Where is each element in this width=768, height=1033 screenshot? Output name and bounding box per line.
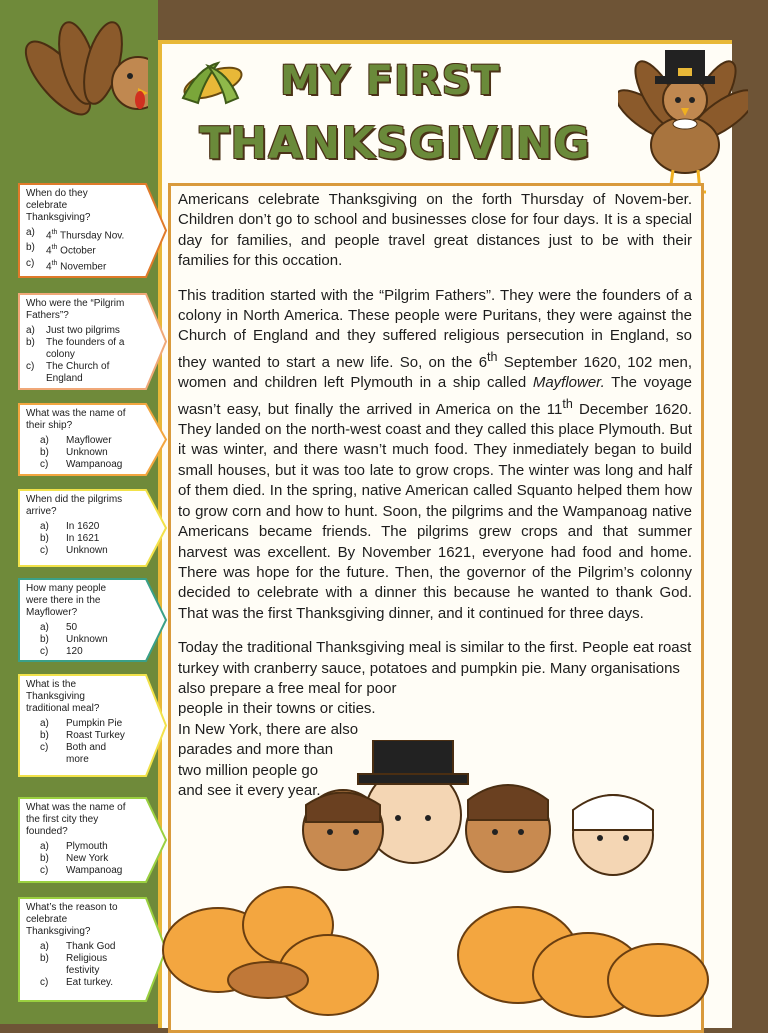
quiz-option-text: Wampanoag bbox=[66, 865, 123, 876]
quiz-option bbox=[26, 435, 126, 447]
quiz-question-box bbox=[18, 674, 150, 777]
quiz-option-key: b) bbox=[40, 853, 49, 864]
quiz-option-key: c) bbox=[26, 257, 35, 269]
quiz-question-box bbox=[18, 578, 150, 662]
quiz-option bbox=[26, 227, 126, 242]
quiz-question: How many people were there in the Mayflower? bbox=[26, 583, 107, 618]
quiz-option bbox=[26, 337, 126, 361]
quiz-option bbox=[26, 953, 126, 977]
quiz-option-text: Pumpkin Pie bbox=[66, 718, 123, 729]
quiz-question-box bbox=[18, 293, 150, 390]
quiz-question-box bbox=[18, 897, 150, 1002]
quiz-option bbox=[26, 730, 126, 742]
passage-paragraph-1 bbox=[178, 190, 692, 272]
quiz-option-key: b) bbox=[40, 447, 49, 458]
quiz-option-text: Both and more bbox=[66, 742, 107, 765]
quiz-option bbox=[26, 853, 126, 865]
ship-name: Mayflower. bbox=[532, 374, 605, 392]
passage-paragraph-3-line: two million people go bbox=[178, 761, 319, 779]
passage-paragraph-3-line: In New York, there are also bbox=[178, 720, 359, 738]
quiz-option bbox=[26, 646, 126, 658]
quiz-option-key: c) bbox=[40, 459, 49, 470]
quiz-options bbox=[26, 325, 126, 385]
quiz-option-key: a) bbox=[26, 325, 35, 336]
quiz-options bbox=[26, 622, 126, 658]
quiz-options bbox=[26, 521, 126, 557]
passage-paragraph-2-part-c: The voyage wasn’t easy, but finally the arrived in America on the 11 bbox=[178, 374, 692, 418]
quiz-option bbox=[26, 865, 126, 877]
quiz-option-text: 50 bbox=[66, 622, 78, 633]
turkey-left-illustration bbox=[18, 18, 148, 138]
passage-paragraph-2-part-d: December 1620. They landed on the north-west coast and they called this place Plymouth. But it was winter, and there wasn’t much food. They inmediately began to build small houses, but it was too late to grow crops. The winter was long and half of them died. In the spring, native American called Squanto helped them how to grow corn and how to hunt. Soon, the pilgrims and the Wampanoag native Americans became friends. The pilgrims grew crops and that summer harvest was excellent. By November 1621, everyone had food and home. There was hope for the future. Then, the governor of the Pilgrim’s colonny decided to celebrate with a dinner this because he wanted to thank God. That was the first Thanksgiving dinner, and it continued for three days. bbox=[178, 400, 692, 622]
quiz-option bbox=[26, 242, 126, 257]
quiz-option bbox=[26, 718, 126, 730]
quiz-option-text: New York bbox=[66, 853, 109, 864]
quiz-option-key: b) bbox=[40, 953, 49, 964]
quiz-question-box bbox=[18, 403, 150, 476]
passage-paragraph-2-part-b: September 1620, 102 men, women and children left Plymouth in a ship called bbox=[178, 353, 692, 392]
quiz-option-key: a) bbox=[26, 227, 35, 238]
quiz-option bbox=[26, 258, 126, 273]
pilgrim-turkey-illustration bbox=[618, 20, 748, 200]
reading-passage bbox=[178, 190, 692, 815]
quiz-option-key: a) bbox=[40, 521, 49, 532]
quiz-option-text: Thank God bbox=[66, 941, 116, 952]
quiz-question-box bbox=[18, 183, 150, 278]
quiz-option-key: a) bbox=[40, 718, 49, 729]
quiz-option-text: The Church of England bbox=[46, 361, 110, 384]
quiz-option bbox=[26, 977, 126, 989]
quiz-option bbox=[26, 841, 126, 853]
quiz-option bbox=[26, 361, 126, 385]
quiz-option-text: Roast Turkey bbox=[66, 730, 125, 741]
quiz-option-text: Unknown bbox=[66, 545, 108, 556]
quiz-option-key: a) bbox=[40, 841, 49, 852]
title-line-1: MY FIRST bbox=[280, 58, 500, 104]
quiz-option bbox=[26, 545, 126, 557]
quiz-option bbox=[26, 634, 126, 646]
quiz-option-key: b) bbox=[26, 242, 35, 254]
passage-paragraph-1-text: Americans celebrate Thanksgiving on the forth Thursday of Novem-ber. Children don’t go to school and businesses close for four days. It is a special day for families, and people travel great distances just to be with their families for this occation. bbox=[178, 191, 692, 270]
quiz-options bbox=[26, 941, 126, 989]
quiz-option-key: c) bbox=[26, 361, 35, 372]
quiz-option-key: b) bbox=[40, 634, 49, 645]
quiz-option bbox=[26, 533, 126, 545]
quiz-option-text: In 1620 bbox=[66, 521, 100, 532]
quiz-option-key: c) bbox=[40, 742, 49, 753]
quiz-option bbox=[26, 521, 126, 533]
quiz-option-text: Plymouth bbox=[66, 841, 108, 852]
date-superscript: th bbox=[562, 396, 573, 411]
quiz-option-key: c) bbox=[40, 545, 49, 556]
quiz-question: What is the Thanksgiving traditional meal? bbox=[26, 679, 100, 714]
quiz-option-key: a) bbox=[40, 622, 49, 633]
quiz-option-text: In 1621 bbox=[66, 533, 100, 544]
quiz-option-text: The founders of a colony bbox=[46, 337, 125, 360]
quiz-option-text: 120 bbox=[66, 646, 83, 657]
quiz-option-text: Unknown bbox=[66, 634, 108, 645]
quiz-option-text: Eat turkey. bbox=[66, 977, 114, 988]
quiz-question-box bbox=[18, 489, 150, 567]
passage-paragraph-3-text: Today the traditional Thanksgiving meal is similar to the first. People eat roast turkey with cranberry sauce, potatoes and pumpkin pie. Many organisations also prepare a free meal for poor bbox=[178, 639, 692, 697]
quiz-option-text: Mayflower bbox=[66, 435, 112, 446]
quiz-option-key: b) bbox=[40, 533, 49, 544]
quiz-option-text: Just two pilgrims bbox=[46, 325, 120, 336]
quiz-option-text: Wampanoag bbox=[66, 459, 123, 470]
quiz-option-key: a) bbox=[40, 941, 49, 952]
quiz-option-key: b) bbox=[26, 337, 35, 348]
quiz-option-key: c) bbox=[40, 646, 49, 657]
quiz-option-key: c) bbox=[40, 977, 49, 988]
quiz-option-key: a) bbox=[40, 435, 49, 446]
passage-paragraph-3-line: parades and more than bbox=[178, 741, 334, 759]
quiz-options bbox=[26, 435, 126, 471]
quiz-option-key: c) bbox=[40, 865, 49, 876]
quiz-option-text: Unknown bbox=[66, 447, 108, 458]
quiz-question-box bbox=[18, 797, 150, 883]
quiz-option bbox=[26, 941, 126, 953]
quiz-question: What was the name of the first city they founded? bbox=[26, 802, 126, 837]
quiz-option-text: 4th November bbox=[46, 259, 107, 272]
harvest-scene-illustration bbox=[158, 740, 768, 1024]
quiz-option bbox=[26, 459, 126, 471]
quiz-options bbox=[26, 718, 126, 766]
quiz-question: Who were the “Pilgrim Fathers”? bbox=[26, 298, 125, 321]
quiz-option bbox=[26, 325, 126, 337]
quiz-option bbox=[26, 447, 126, 459]
quiz-option-text: 4th October bbox=[46, 244, 96, 257]
quiz-option-key: b) bbox=[40, 730, 49, 741]
title-line-2: THANKSGIVING bbox=[199, 118, 591, 169]
title-banner bbox=[170, 50, 620, 185]
passage-paragraph-2-part-a: This tradition started with the “Pilgrim Fathers”. They were the founders of a colony in North America. These people were Puritans, they were against the Church of England and they suffered religious persecution in England, so they wanted to start a new life. So, on the 6 bbox=[178, 286, 692, 371]
quiz-question: What was the name of their ship? bbox=[26, 408, 126, 431]
quiz-question: When do they celebrate Thanksgiving? bbox=[26, 188, 91, 223]
quiz-question: When did the pilgrims arrive? bbox=[26, 494, 123, 517]
date-superscript: th bbox=[487, 349, 498, 364]
quiz-question: What’s the reason to celebrate Thanksgiving? bbox=[26, 902, 118, 937]
passage-paragraph-3-line: people in their towns or cities. bbox=[178, 700, 376, 718]
quiz-option bbox=[26, 622, 126, 634]
passage-paragraph-2 bbox=[178, 286, 692, 625]
quiz-options bbox=[26, 227, 126, 273]
quiz-option-text: Religious festivity bbox=[66, 953, 108, 976]
passage-paragraph-3-line: and see it every year. bbox=[178, 781, 321, 799]
quiz-options bbox=[26, 841, 126, 877]
quiz-option bbox=[26, 742, 126, 766]
quiz-option-text: 4th Thursday Nov. bbox=[46, 229, 125, 242]
